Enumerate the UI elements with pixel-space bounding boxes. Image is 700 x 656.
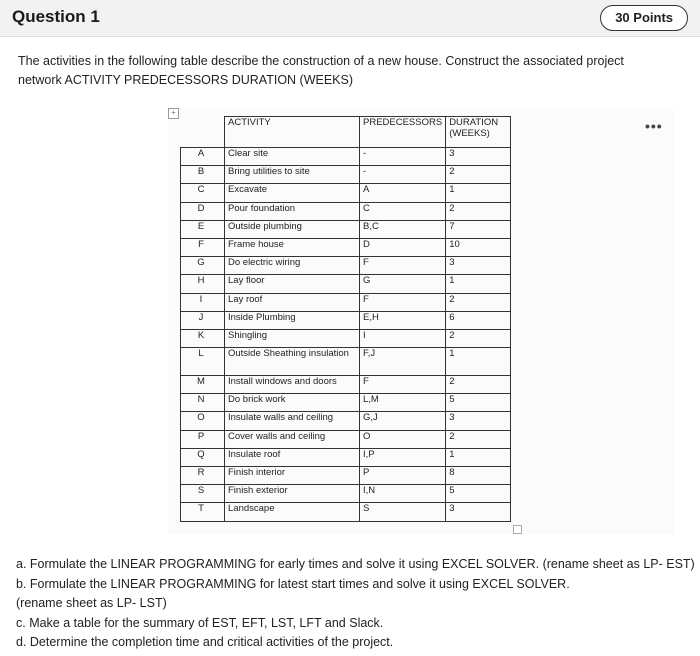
duration: 3	[446, 257, 511, 275]
activity-id: C	[181, 184, 225, 202]
duration: 2	[446, 430, 511, 448]
activity-id: O	[181, 412, 225, 430]
activity-name: Pour foundation	[225, 202, 360, 220]
activity-id: I	[181, 293, 225, 311]
question-title: Question 1	[12, 7, 100, 26]
duration: 10	[446, 238, 511, 256]
table-row	[181, 202, 511, 220]
table-row	[181, 467, 511, 485]
duration: 1	[446, 448, 511, 466]
table-header-row	[181, 117, 511, 148]
table-row	[181, 311, 511, 329]
predecessors: C	[360, 202, 446, 220]
table-row	[181, 394, 511, 412]
activity-name: Inside Plumbing	[225, 311, 360, 329]
duration: 2	[446, 293, 511, 311]
activity-table	[180, 116, 511, 522]
predecessors: E,H	[360, 311, 446, 329]
table-row	[181, 448, 511, 466]
duration: 3	[446, 148, 511, 166]
activity-id: M	[181, 376, 225, 394]
predecessors: F	[360, 293, 446, 311]
resize-handle[interactable]	[513, 525, 522, 534]
duration: 3	[446, 412, 511, 430]
activity-id: P	[181, 430, 225, 448]
activity-name: Insulate walls and ceiling	[225, 412, 360, 430]
activity-id: A	[181, 148, 225, 166]
predecessors: D	[360, 238, 446, 256]
activity-id: S	[181, 485, 225, 503]
predecessors: F,J	[360, 348, 446, 376]
activity-name: Shingling	[225, 329, 360, 347]
activity-id: R	[181, 467, 225, 485]
activity-name: Do electric wiring	[225, 257, 360, 275]
predecessors: S	[360, 503, 446, 521]
activity-id: Q	[181, 448, 225, 466]
duration: 1	[446, 275, 511, 293]
header-duration: DURATION (WEEKS)	[446, 117, 511, 148]
table-row	[181, 503, 511, 521]
move-anchor-icon[interactable]: +	[168, 108, 179, 119]
duration: 7	[446, 220, 511, 238]
activity-name: Cover walls and ceiling	[225, 430, 360, 448]
activity-name: Install windows and doors	[225, 376, 360, 394]
predecessors: P	[360, 467, 446, 485]
table-row	[181, 257, 511, 275]
predecessors: G,J	[360, 412, 446, 430]
predecessors: L,M	[360, 394, 446, 412]
table-row	[181, 238, 511, 256]
predecessors: O	[360, 430, 446, 448]
activity-name: Lay roof	[225, 293, 360, 311]
activity-id: J	[181, 311, 225, 329]
duration: 5	[446, 485, 511, 503]
predecessors: A	[360, 184, 446, 202]
question-part-c: c. Make a table for the summary of EST, EFT, LST, LFT and Slack.	[16, 615, 384, 630]
points-badge: 30 Points	[600, 5, 688, 31]
table-row	[181, 148, 511, 166]
table-row	[181, 184, 511, 202]
activity-name: Insulate roof	[225, 448, 360, 466]
table-row	[181, 412, 511, 430]
table-row	[181, 220, 511, 238]
predecessors: G	[360, 275, 446, 293]
activity-name: Landscape	[225, 503, 360, 521]
duration: 2	[446, 202, 511, 220]
activity-name: Frame house	[225, 238, 360, 256]
duration: 3	[446, 503, 511, 521]
duration: 2	[446, 329, 511, 347]
predecessors: B,C	[360, 220, 446, 238]
duration: 2	[446, 376, 511, 394]
question-parts	[16, 555, 695, 653]
activity-id: K	[181, 329, 225, 347]
predecessors: -	[360, 148, 446, 166]
predecessors: I,N	[360, 485, 446, 503]
activity-id: L	[181, 348, 225, 376]
predecessors: -	[360, 166, 446, 184]
duration: 2	[446, 166, 511, 184]
table-row	[181, 376, 511, 394]
header-blank-cell	[181, 117, 225, 148]
duration: 1	[446, 348, 511, 376]
question-part-b: b. Formulate the LINEAR PROGRAMMING for latest start times and solve it using EXCEL SOLVER.	[16, 576, 570, 591]
activity-name: Excavate	[225, 184, 360, 202]
activity-name: Do brick work	[225, 394, 360, 412]
table-row	[181, 430, 511, 448]
activity-name: Bring utilities to site	[225, 166, 360, 184]
activity-name: Outside Sheathing insulation	[225, 348, 360, 376]
activity-name: Finish interior	[225, 467, 360, 485]
more-options-icon[interactable]: •••	[645, 118, 663, 134]
question-part-a: a. Formulate the LINEAR PROGRAMMING for early times and solve it using EXCEL SOLVER. (rename sheet as LP- EST)	[16, 557, 695, 571]
question-prompt: The activities in the following table describe the construction of a new house. Construct the associated project network ACTIVITY PREDECESSORS DURATION (WEEKS)	[18, 54, 624, 87]
activity-id: T	[181, 503, 225, 521]
table-row	[181, 166, 511, 184]
question-part-d: d. Determine the completion time and critical activities of the project.	[16, 635, 394, 649]
duration: 1	[446, 184, 511, 202]
activity-id: F	[181, 238, 225, 256]
activity-id: H	[181, 275, 225, 293]
activity-id: B	[181, 166, 225, 184]
header-activity: ACTIVITY	[225, 117, 360, 148]
table-row	[181, 348, 511, 376]
duration: 6	[446, 311, 511, 329]
activity-id: G	[181, 257, 225, 275]
activity-name: Outside plumbing	[225, 220, 360, 238]
question-header	[0, 0, 700, 37]
header-predecessors: PREDECESSORS	[360, 117, 446, 148]
table-row	[181, 329, 511, 347]
activity-id: D	[181, 202, 225, 220]
table-row	[181, 485, 511, 503]
predecessors: F	[360, 257, 446, 275]
question-part-b-cont: (rename sheet as LP- LST)	[16, 596, 167, 610]
activity-id: N	[181, 394, 225, 412]
table-row	[181, 293, 511, 311]
table-row	[181, 275, 511, 293]
activity-name: Lay floor	[225, 275, 360, 293]
predecessors: F	[360, 376, 446, 394]
duration: 5	[446, 394, 511, 412]
duration: 8	[446, 467, 511, 485]
activity-id: E	[181, 220, 225, 238]
predecessors: I,P	[360, 448, 446, 466]
activity-name: Finish exterior	[225, 485, 360, 503]
predecessors: I	[360, 329, 446, 347]
activity-name: Clear site	[225, 148, 360, 166]
